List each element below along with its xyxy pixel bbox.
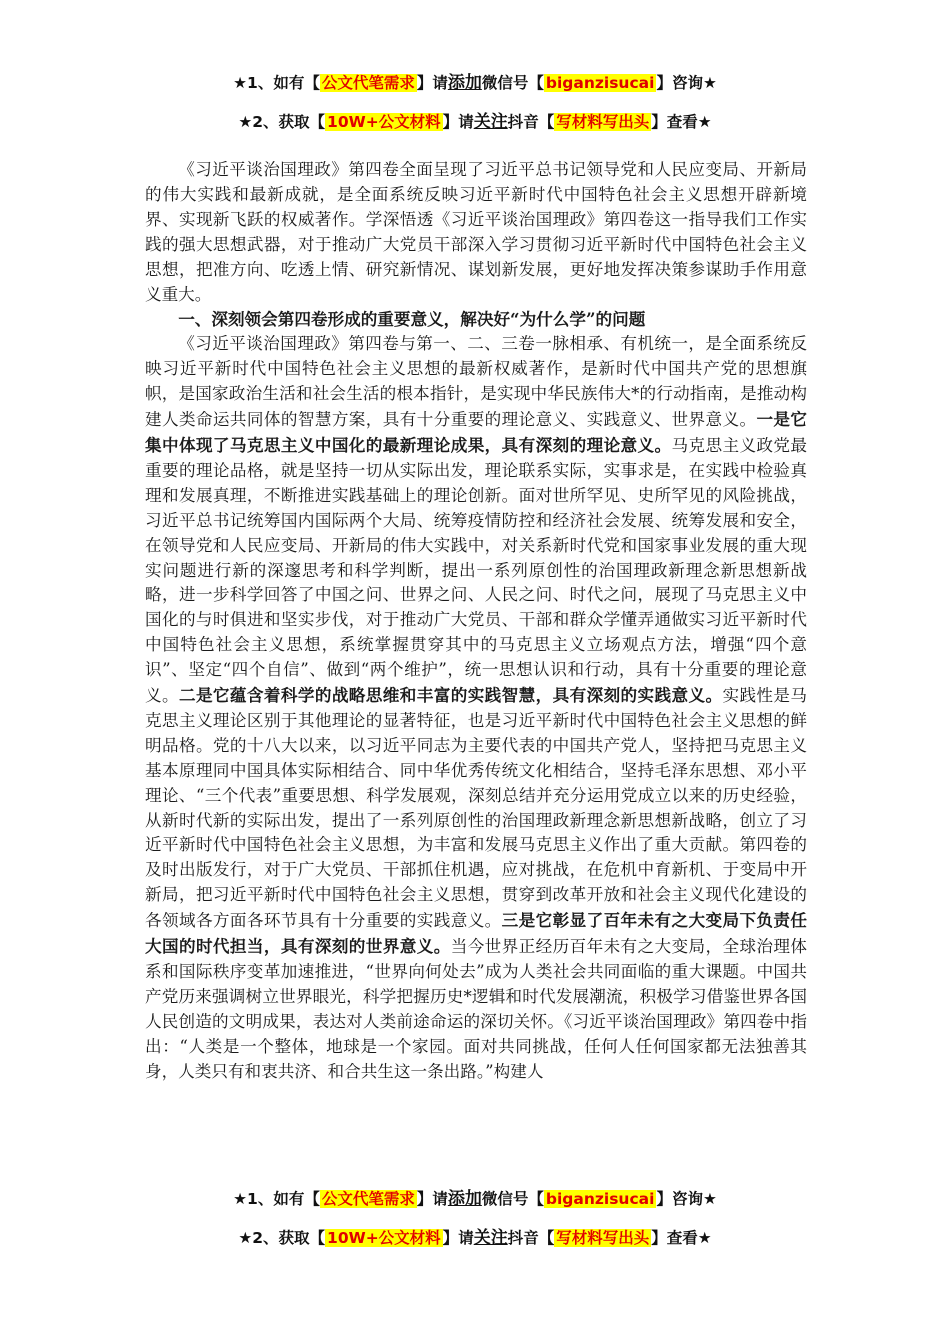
highlight-douyin-name: 写材料写出头 <box>556 113 650 131</box>
highlight-wechat-id: biganzisucai <box>545 74 655 92</box>
banner-text: 】查看★ <box>651 1229 712 1247</box>
banner-text: 抖音【 <box>507 1229 555 1247</box>
banner-text: ★1、如有【 <box>233 1190 320 1208</box>
banner-text: 】咨询★ <box>656 74 717 92</box>
highlight-materials: 10W+公文材料 <box>327 113 441 131</box>
top-banner-line-2 <box>0 110 950 134</box>
banner-text: 微信号【 <box>481 74 544 92</box>
banner-text: 】请 <box>416 1190 448 1208</box>
banner-text: 】请 <box>416 74 448 92</box>
bold-point-2: 二是它蕴含着科学的战略思维和丰富的实践智慧，具有深刻的实践意义。 <box>178 685 723 706</box>
underlined-action: 添加 <box>447 73 482 93</box>
highlight-wechat-id: biganzisucai <box>545 1190 655 1208</box>
paragraph-text: 《习近平谈治国理政》第四卷与第一、二、三卷一脉相承、有机统一，是全面系统反映习近平新时代中国特色社会主义思想的最新权威著作，是新时代中国共产党的思想旗帜，是国家政治生活和社会生活的根本指针，是实现中华民族伟大*的行动指南，是推动构建人类命运共同体的智慧方案，具有十分重要的理论意义、实践意义、世界意义。 <box>145 334 807 430</box>
body-paragraph <box>145 332 807 1084</box>
banner-text: ★1、如有【 <box>233 74 320 92</box>
intro-paragraph: 《习近平谈治国理政》第四卷全面呈现了习近平总书记领导党和人民应变局、开新局的伟大实践和最新成就，是全面系统反映习近平新时代中国特色社会主义思想开辟新境界、实现新飞跃的权威著作。学深悟透《习近平谈治国理政》第四卷这一指导我们工作实践的强大思想武器，对于推动广大党员干部深入学习贯彻习近平新时代中国特色社会主义思想，把准方向、吃透上情、研究新情况、谋划新发展，更好地发挥决策参谋助手作用意义重大。 <box>145 160 807 304</box>
banner-text: 】查看★ <box>651 113 712 131</box>
banner-text: 】请 <box>442 1229 474 1247</box>
highlight-service: 公文代笔需求 <box>321 74 415 92</box>
paragraph-text: 当今世界正经历百年未有之大变局，全球治理体系和国际秩序变革加速推进，“世界向何处去”成为人类社会共同面临的重大课题。中国共产党历来强调树立世界眼光，科学把握历史*逻辑和时代发展潮流，积极学习借鉴世界各国人民创造的文明成果，表达对人类前途命运的深切关怀。《习近平谈治国理政》第四卷中指出：“人类是一个整体，地球是一个家园。面对共同挑战，任何人任何国家都无法独善其身，人类只有和衷共济、和合共生这一条出路。”构建人 <box>145 937 807 1081</box>
banner-text: 微信号【 <box>481 1190 544 1208</box>
paragraph-text: 实践性是马克思主义理论区别于其他理论的显著特征，也是习近平新时代中国特色社会主义思想的鲜明品格。党的十八大以来，以习近平同志为主要代表的中国共产党人，坚持把马克思主义基本原理同中国具体实际相结合、同中华优秀传统文化相结合，坚持毛泽东思想、邓小平理论、“三个代表”重要思想、科学发展观，深刻总结并充分运用党成立以来的历史经验，从新时代新的实际出发，提出了一系列原创性的治国理政新理念新思想新战略，创立了习近平新时代中国特色社会主义思想，为丰富和发展马克思主义作出了重大贡献。第四卷的及时出版发行，对于广大党员、干部抓住机遇，应对挑战，在危机中育新机、于变局中开新局，把习近平新时代中国特色社会主义思想，贯穿到改革开放和社会主义现代化建设的各领域各方面各环节具有十分重要的实践意义。 <box>145 686 807 931</box>
paragraph-text: 马克思主义政党最重要的理论品格，就是坚持一切从实际出发，理论联系实际，实事求是，在实践中检验真理和发展真理，不断推进实践基础上的理论创新。面对世所罕见、史所罕见的风险挑战，习近平总书记统筹国内国际两个大局、统筹疫情防控和经济社会发展、统筹发展和安全，在领导党和人民应变局、开新局的伟大实践中，对关系新时代党和国家事业发展的重大现实问题进行新的深邃思考和科学判断，提出一系列原创性的治国理政新理念新思想新战略，进一步科学回答了中国之问、世界之问、人民之问、时代之问，展现了马克思主义中国化的与时俱进和坚实步伐，对于推动广大党员、干部和群众学懂弄通做实习近平新时代中国特色社会主义思想，系统掌握贯穿其中的马克思主义立场观点方法，增强“四个意识”、坚定“四个自信”、做到“两个维护”，统一思想认识和行动，具有十分重要的理论意义。 <box>145 435 807 706</box>
highlight-douyin-name: 写材料写出头 <box>556 1229 650 1247</box>
top-banner-line-1 <box>0 71 950 95</box>
section-heading: 一、深刻领会第四卷形成的重要意义，解决好“为什么学”的问题 <box>178 309 646 330</box>
underlined-action: 添加 <box>447 1189 482 1209</box>
bold-point-3: 三是它彰显了百年未有之大变局下负责任大国的时代担当，具有深刻的世界意义。 <box>145 910 807 957</box>
banner-text: 抖音【 <box>507 113 555 131</box>
underlined-action: 关注 <box>473 112 508 132</box>
underlined-action: 关注 <box>473 1228 508 1248</box>
highlight-service: 公文代笔需求 <box>321 1190 415 1208</box>
bold-point-1: 一是它集中体现了马克思主义中国化的最新理论成果，具有深刻的理论意义。 <box>145 409 807 455</box>
banner-text: ★2、获取【 <box>238 1229 326 1247</box>
article-body <box>145 158 807 1085</box>
banner-text: ★2、获取【 <box>238 113 326 131</box>
bottom-banner-line-1 <box>0 1187 950 1211</box>
banner-text: 】咨询★ <box>656 1190 717 1208</box>
banner-text: 】请 <box>442 113 474 131</box>
bottom-banner-line-2 <box>0 1226 950 1250</box>
highlight-materials: 10W+公文材料 <box>327 1229 441 1247</box>
